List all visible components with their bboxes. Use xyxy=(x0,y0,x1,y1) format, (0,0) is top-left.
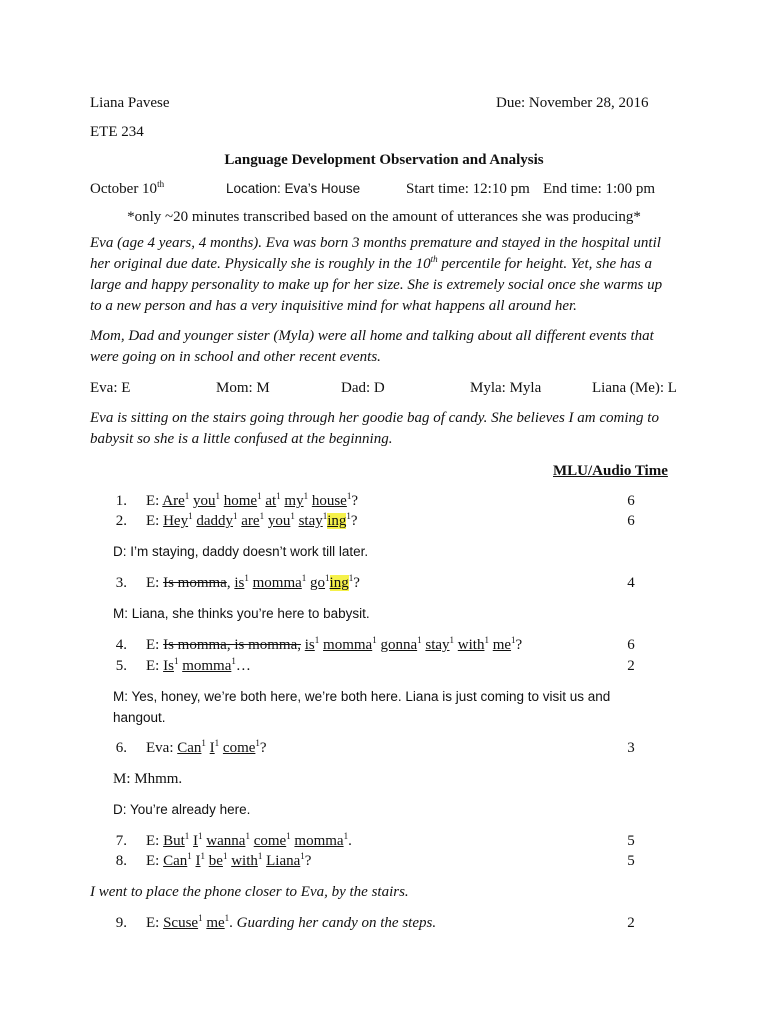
utterance-9: E: Scuse$^1$ $me^1$. Guarding her candy on the steps. xyxy=(146,913,437,931)
utterance-number: 9. xyxy=(115,915,127,931)
observation-note: Guarding her candy on the steps. xyxy=(236,915,437,931)
utterance-number: 7. xyxy=(115,833,127,849)
legend-mom: Mom: M xyxy=(216,380,270,396)
utterance-number: 2. xyxy=(115,513,127,529)
mlu-column-header: MLU/Audio Time xyxy=(553,463,668,479)
mom-line-1: M: Liana, she thinks you’re here to babysit. xyxy=(113,606,370,621)
utterance-4: E: Is momma, is momma, $is^1$ momma$^1$ gonna$^1$ stay$^1$ with$^1$ $me^1$? xyxy=(146,635,523,653)
utterance-number: 1. xyxy=(115,493,127,509)
mlu-value: 6 xyxy=(627,493,635,509)
morpheme-highlight: ing xyxy=(329,575,349,591)
utterance-6: Eva: Can$^1$ $I^1$ come$^1$? xyxy=(146,738,267,756)
session-date: October 10th xyxy=(90,179,165,197)
author-name: Liana Pavese xyxy=(90,95,170,111)
mlu-value: 6 xyxy=(627,637,635,653)
scene-description: Eva is sitting on the stairs going through her goodie bag of candy. She believes I am coming to babysit so she is a little confused at the beginning. xyxy=(90,410,659,447)
legend-myla: Myla: Myla xyxy=(470,380,542,396)
utterance-5: E: Is$^1$ momma$^1$… xyxy=(146,656,251,674)
end-time: End time: 1:00 pm xyxy=(543,181,656,197)
mlu-value: 6 xyxy=(627,513,635,529)
due-date: Due: November 28, 2016 xyxy=(496,95,649,111)
utterance-number: 5. xyxy=(115,658,127,674)
mom-line-2: M: Yes, honey, we’re both here, we’re both here. Liana is just coming to visit us and hangout. xyxy=(113,689,611,725)
utterance-3: E: Is momma, $is^1$ momma$^1$ $go^1ing^1$? xyxy=(146,573,360,591)
start-time: Start time: 12:10 pm xyxy=(406,181,530,197)
mlu-value: 5 xyxy=(627,853,635,869)
document-title: Language Development Observation and Analysis xyxy=(224,152,544,168)
mlu-value: 2 xyxy=(627,915,635,931)
utterance-7: E: But$^1$ $I^1$ wanna$^1$ come$^1$ momma$^1$. xyxy=(146,831,352,849)
mlu-value: 2 xyxy=(627,658,635,674)
utterance-number: 6. xyxy=(115,740,127,756)
dad-line-1: D: I’m staying, daddy doesn’t work till later. xyxy=(113,544,369,559)
session-location: Location: Eva’s House xyxy=(226,181,361,196)
course-code: ETE 234 xyxy=(90,124,144,140)
transcription-note: *only ~20 minutes transcribed based on the amount of utterances she was producing* xyxy=(127,209,641,225)
mlu-value: 5 xyxy=(627,833,635,849)
mlu-value: 3 xyxy=(627,740,635,756)
utterance-number: 8. xyxy=(115,853,127,869)
family-context: Mom, Dad and younger sister (Myla) were all home and talking about all different events that were going on in school and other recent events. xyxy=(90,328,654,365)
mlu-value: 4 xyxy=(627,575,635,591)
utterance-number: 4. xyxy=(115,637,127,653)
phone-note: I went to place the phone closer to Eva, by the stairs. xyxy=(90,884,409,900)
child-description: Eva (age 4 years, 4 months). Eva was born 3 months premature and stayed in the hospital until her original due date. Physically she is roughly in the 10th percentile for height. Yet, she has a large and happy personality to make up for her size. She is extremely social once she warms up to a new person and has a very inquisitive mind for what happens all around her. xyxy=(90,235,663,314)
utterance-1: E: Are$^1$ you$^1$ home$^1$ $at^1$ $my^1$ house$^1$? xyxy=(146,491,359,509)
legend-liana: Liana (Me): L xyxy=(592,380,677,396)
legend-eva: Eva: E xyxy=(90,380,131,396)
utterance-8: E: Can$^1$ $I^1$ $be^1$ with$^1$ Liana$^1$? xyxy=(146,851,312,869)
dad-line-2: D: You’re already here. xyxy=(113,802,251,817)
mom-line-3: M: Mhmm. xyxy=(113,771,183,787)
utterance-2: E: Hey$^1$ daddy$^1$ are$^1$ you$^1$ stay$^1$ing$^1$? xyxy=(146,511,358,529)
morpheme-highlight: ing xyxy=(327,513,347,529)
legend-dad: Dad: D xyxy=(341,380,385,396)
utterance-number: 3. xyxy=(115,575,127,591)
